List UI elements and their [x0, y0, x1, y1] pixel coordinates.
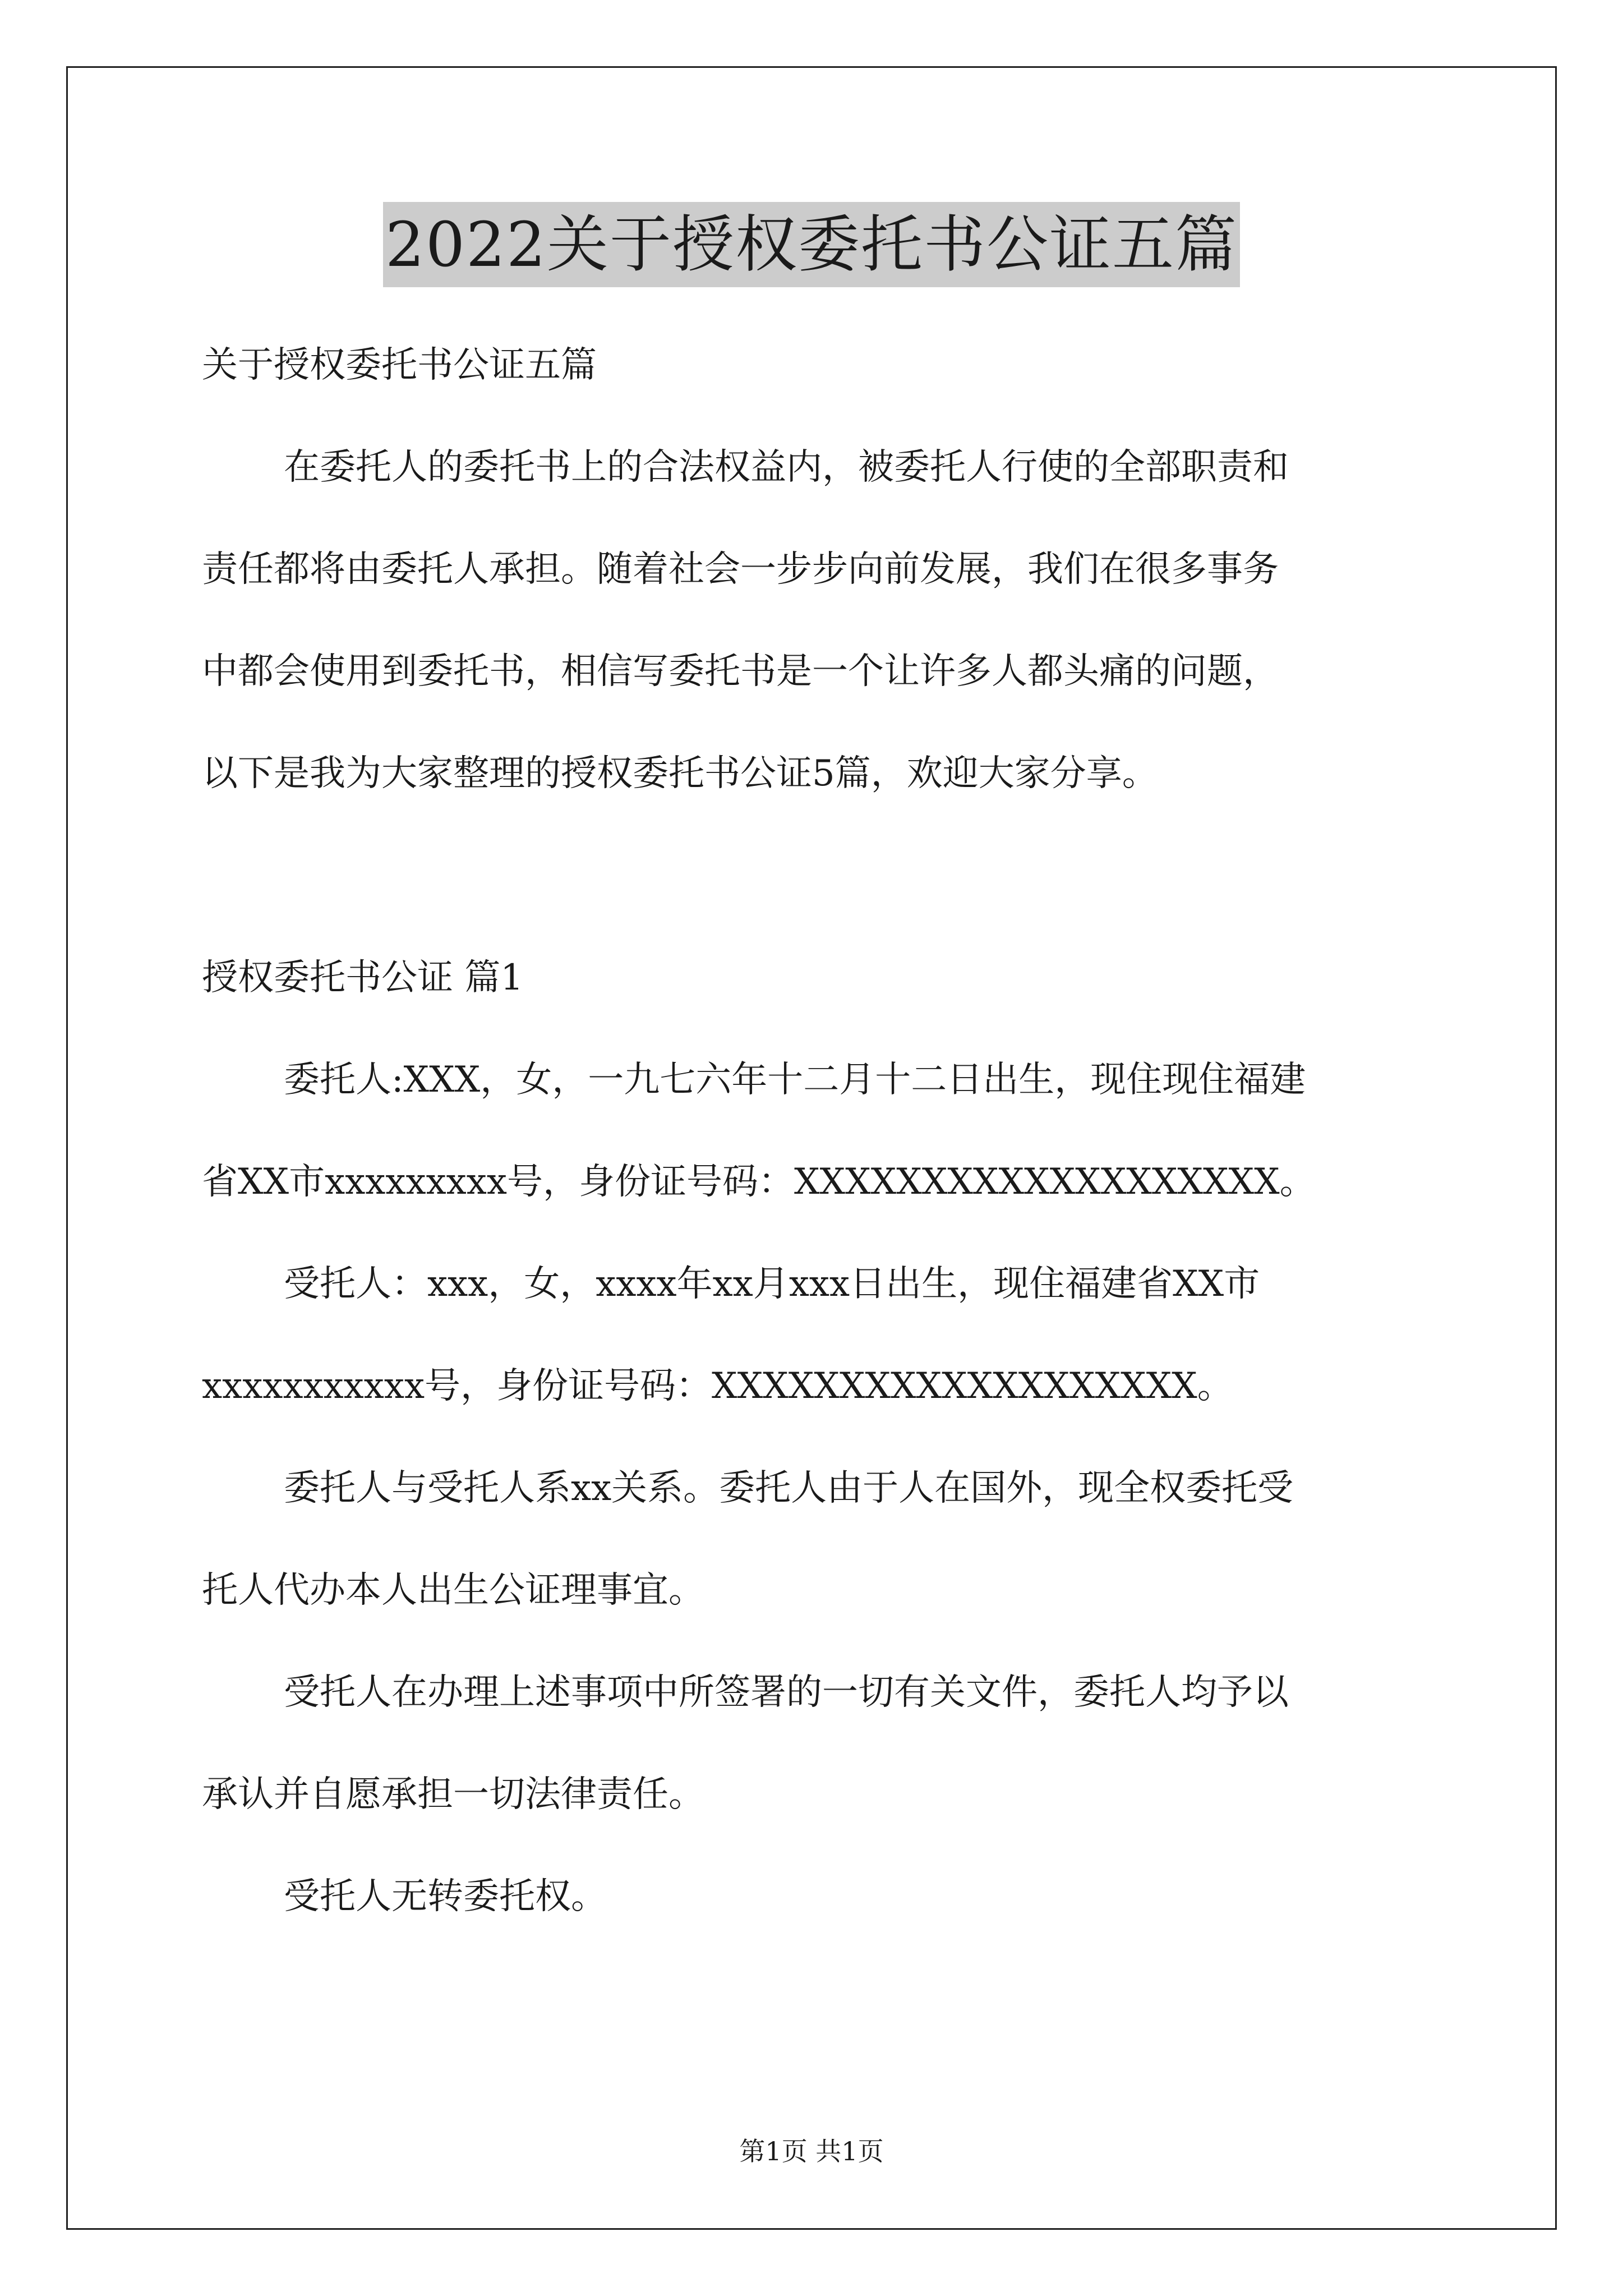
section-line: 省XX市xxxxxxxxx号，身份证号码：XXXXXXXXXXXXXXXXXXX。 — [202, 1161, 1316, 1203]
section-heading: 授权委托书公证 篇1 — [202, 957, 524, 999]
section-line: 承认并自愿承担一切法律责任。 — [202, 1774, 704, 1815]
document-body — [202, 314, 1424, 1948]
intro-line: 责任都将由委托人承担。随着社会一步步向前发展，我们在很多事务 — [202, 549, 1279, 590]
section-line: 受托人在办理上述事项中所签署的一切有关文件，委托人均予以 — [284, 1672, 1289, 1713]
page-footer: 第1页 共1页 — [739, 2136, 884, 2166]
paragraph-gap — [202, 825, 1424, 927]
section-line: 托人代办本人出生公证理事宜。 — [202, 1570, 704, 1611]
document-subtitle: 关于授权委托书公证五篇 — [202, 344, 597, 386]
section-body — [202, 1029, 1424, 1948]
intro-line: 以下是我为大家整理的授权委托书公证5篇，欢迎大家分享。 — [202, 753, 1158, 794]
section-line: 受托人无转委托权。 — [284, 1876, 607, 1917]
section-line: 受托人：xxx，女，xxxx年xx月xxx日出生，现住福建省XX市 — [284, 1263, 1260, 1305]
intro-line: 中都会使用到委托书，相信写委托书是一个让许多人都头痛的问题， — [202, 651, 1279, 692]
section-line: 委托人与受托人系xx关系。委托人由于人在国外，现全权委托受 — [284, 1467, 1294, 1509]
document-title: 2022关于授权委托书公证五篇 — [383, 202, 1240, 287]
title-container — [0, 202, 1623, 287]
intro-line: 在委托人的委托书上的合法权益内，被委托人行使的全部职责和 — [284, 447, 1289, 488]
section-line: xxxxxxxxxxx号，身份证号码：XXXXXXXXXXXXXXXXXXX。 — [202, 1365, 1233, 1407]
section-line: 委托人:XXX，女，一九七六年十二月十二日出生，现住现住福建 — [284, 1059, 1306, 1101]
